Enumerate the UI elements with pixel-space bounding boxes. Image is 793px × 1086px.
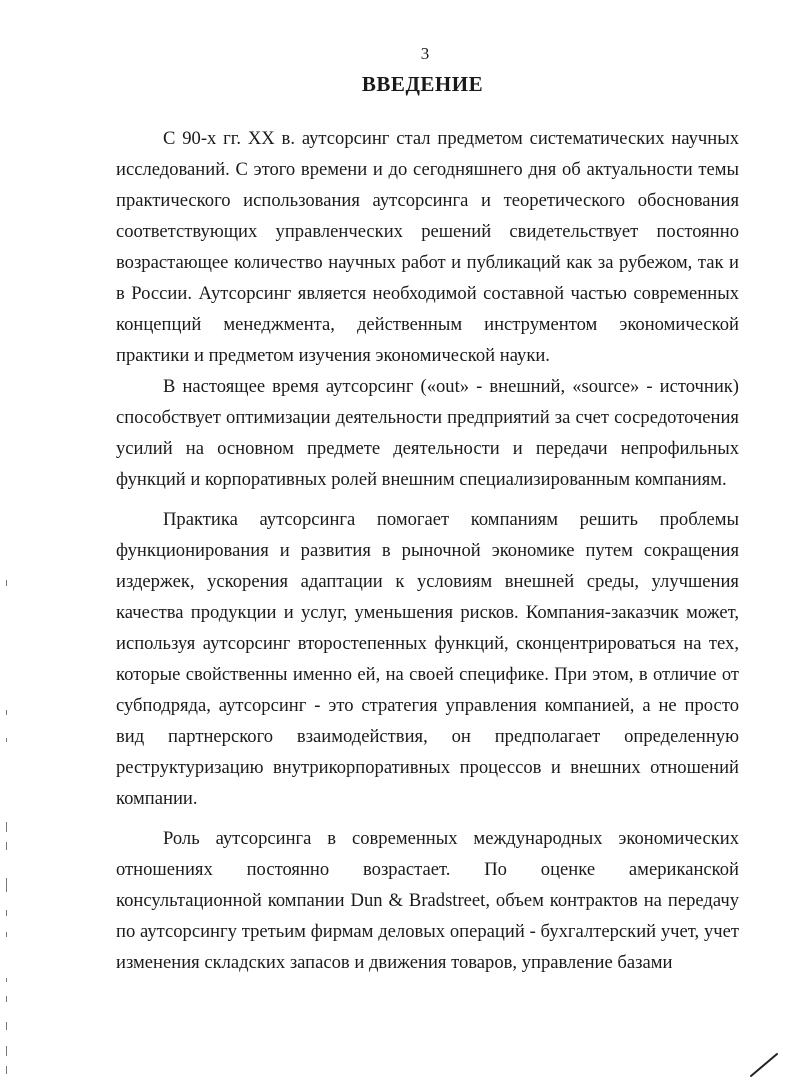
body-text [116, 123, 739, 978]
scan-edge-marks [6, 560, 12, 1080]
paragraph-1: С 90-х гг. XX в. аутсорсинг стал предметом систематических научных исследований. С этого времени и до сегодняшнего дня об актуальности темы практического использования аутсорсинга и теоретического обоснования соответствующих управленческих решений свидетельствует постоянно возрастающее количество научных работ и публикаций как за рубежом, так и в России. Аутсорсинг является необходимой составной частью современных концепций менеджмента, действенным инструментом экономической практики и предметом изучения экономической науки. [116, 128, 739, 366]
corner-pen-mark [749, 1052, 779, 1078]
paragraph-2: В настоящее время аутсорсинг («out» - внешний, «source» - источник) способствует оптимизации деятельности предприятий за счет сосредоточения усилий на основном предмете деятельности и передачи непрофильных функций и корпоративных ролей внешним специализированным компаниям. [116, 376, 739, 490]
page-title: ВВЕДЕНИЕ [361, 72, 484, 96]
paragraph-3: Практика аутсорсинга помогает компаниям решить проблемы функционирования и развития в рыночной экономике путем сокращения издержек, ускорения адаптации к условиям внешней среды, улучшения качества продукции и услуг, уменьшения рисков. Компания-заказчик может, используя аутсорсинг второстепенных функций, сконцентрироваться на тех, которые свойственны именно ей, на своей специфике. При этом, в отличие от субподряда, аутсорсинг - это стратегия управления компанией, а не просто вид партнерского взаимодействия, он предполагает определенную реструктуризацию внутрикорпоративных процессов и внешних отношений компании. [116, 509, 739, 809]
page-number: 3 [420, 44, 430, 63]
paragraph-4: Роль аутсорсинга в современных международных экономических отношениях постоянно возрастает. По оценке американской консультационной компании Dun & Bradstreet, объем контрактов на передачу по аутсорсингу третьим фирмам деловых операций - бухгалтерский учет, учет изменения складских запасов и движения товаров, управление базами [116, 828, 739, 973]
